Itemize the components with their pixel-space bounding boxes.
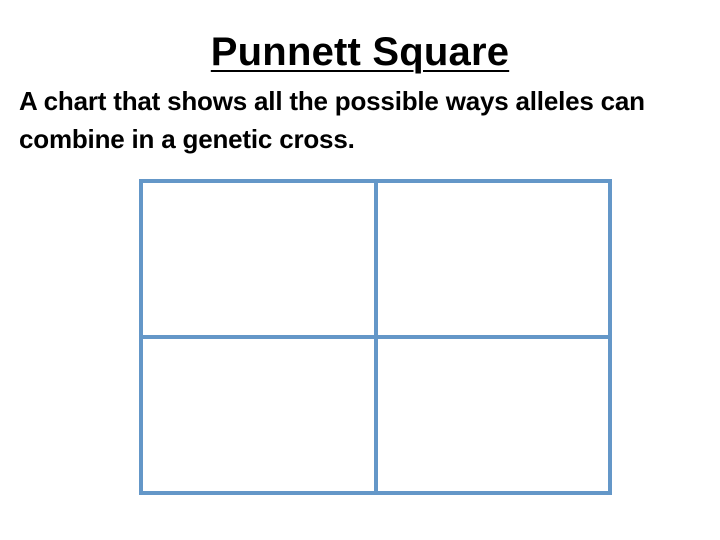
- grid-cell-top-left: [143, 183, 378, 339]
- grid-cell-bottom-left: [143, 339, 378, 495]
- grid-cell-top-right: [378, 183, 613, 339]
- definition-text: A chart that shows all the possible ways alleles can combine in a genetic cross.: [19, 86, 645, 154]
- punnett-square-grid: [139, 179, 612, 495]
- slide-title: Punnett Square: [210, 30, 510, 74]
- grid-cell-bottom-right: [378, 339, 613, 495]
